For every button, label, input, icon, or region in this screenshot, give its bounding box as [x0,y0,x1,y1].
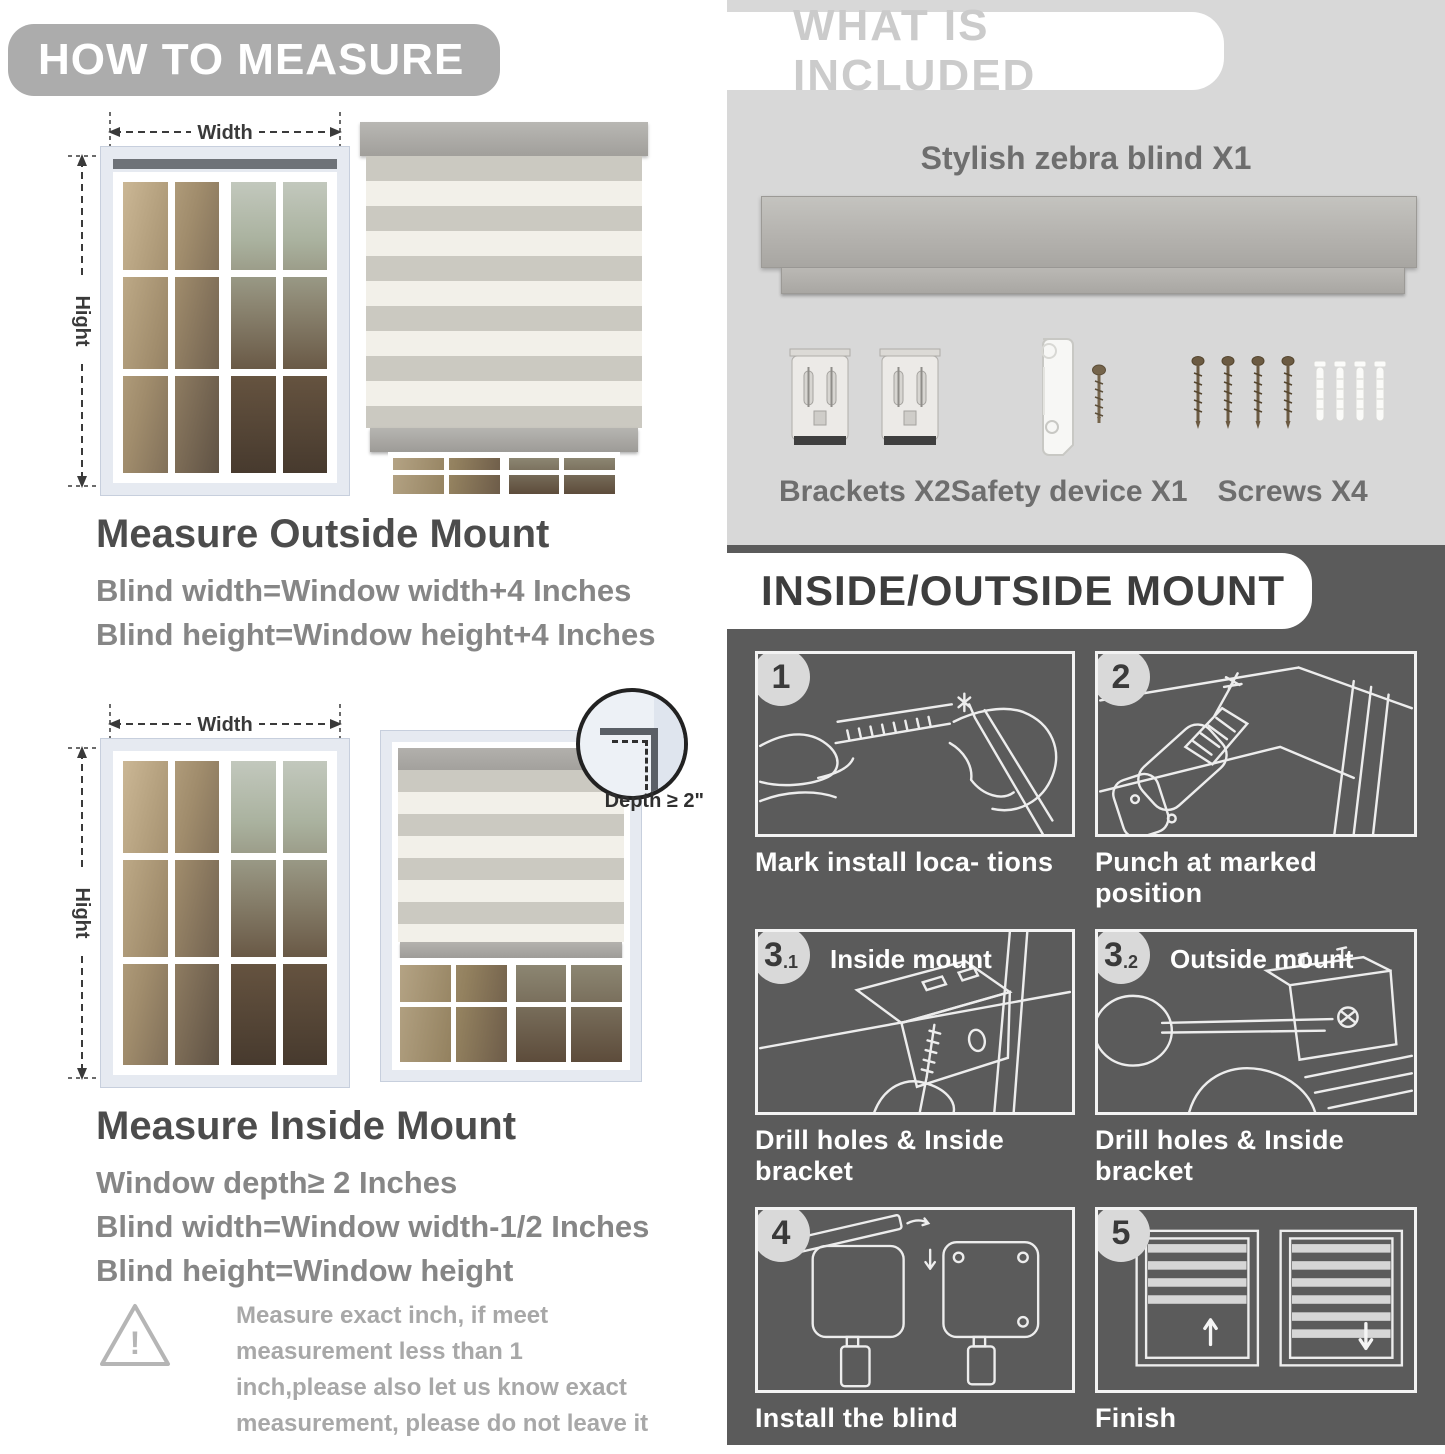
step-panel-title: Outside mount [1170,944,1354,974]
product-label: Stylish zebra blind X1 [920,140,1252,176]
step-5 [1095,1207,1417,1434]
blind-bottom-rail [370,428,638,452]
width-label: Width [197,122,253,144]
safety-device-item [951,330,1188,509]
step-2 [1095,651,1417,909]
safety-device-label: Safety device X1 [950,475,1188,508]
what-is-included-banner [727,1,1224,100]
screw-icon [1091,363,1107,433]
window-casement-left [120,758,222,1068]
inside-outside-mount-section [727,545,1445,1445]
step-3-1 [755,929,1075,1187]
width-dimension-arrow [100,702,350,738]
window-casement-right [228,758,330,1068]
inside-width-formula: Blind width=Window width-1/2 Inches [96,1209,650,1244]
height-label: Hight [71,887,93,939]
step-3-2 [1095,929,1417,1187]
what-is-included-title: WHAT IS INCLUDED [793,1,1037,100]
screw-icon [1192,356,1294,429]
step-caption: Punch at marked position [1095,847,1318,908]
brackets-label: Brackets X2 [779,475,951,508]
screws-label: Screws X4 [1217,475,1368,508]
step-caption: Install the blind [755,1403,959,1433]
outside-mount-figure [62,110,672,502]
outside-mount-text [96,512,655,657]
inside-mount-title: Measure Inside Mount [96,1104,517,1148]
window-casement-right [228,179,330,476]
step-badge: 2 [1095,651,1150,706]
warning-triangle-icon [96,1298,174,1374]
step-badge: 4 [755,1207,810,1262]
step-4 [755,1207,1075,1434]
bracket-icon [872,343,948,453]
step-badge: 5 [1095,1207,1150,1262]
inside-outside-mount-banner [727,553,1312,629]
svg-text:!: ! [129,1325,141,1361]
window-frame [100,738,350,1088]
inside-mount-figure [62,702,704,1094]
wall-anchor-icon [1314,361,1386,421]
blind-bottom-rail [400,942,622,958]
window-frame [100,146,350,496]
screws-item [1188,330,1398,509]
bracket-icon [782,343,858,453]
height-label: Hight [71,295,93,347]
width-dimension-arrow [100,110,350,146]
inside-mount-text [96,1104,649,1293]
zebra-blind-headrail-image [761,196,1417,294]
outside-mount-title: Measure Outside Mount [96,512,550,556]
window-top-track [113,159,337,169]
step-1 [755,651,1075,909]
install-steps-grid [755,651,1417,1454]
how-to-measure-title: HOW TO MEASURE [38,35,465,84]
right-column [727,0,1445,1445]
height-dimension-arrow [62,738,100,1088]
step-panel-title: Inside mount [830,944,992,974]
step-caption: Drill holes & Inside bracket [1095,1125,1345,1186]
blind-stripes [366,156,642,428]
step-badge: 3 .1 [755,929,810,984]
depth-label: Depth ≥ 2" [604,790,704,812]
inside-outside-mount-title: INSIDE/OUTSIDE MOUNT [761,567,1286,614]
depth-magnifier-icon [576,688,688,800]
step-badge: 1 [755,651,810,706]
step-badge: 3 .2 [1095,929,1150,984]
outside-width-formula: Blind width=Window width+4 Inches [96,573,632,608]
what-is-included-section [727,0,1445,545]
outside-height-formula: Blind height=Window height+4 Inches [96,617,656,652]
measure-warning [96,1298,656,1442]
height-dimension-arrow [62,146,100,496]
step-caption: Finish [1095,1403,1177,1433]
included-items [727,330,1445,509]
how-to-measure-banner [8,24,500,96]
blind-headrail [360,122,648,156]
window-casement-left [120,179,222,476]
zebra-blind-inside-illustration [380,730,704,1082]
step-caption: Mark install loca- tions [755,847,1054,877]
screws-and-anchors-icon [1188,343,1398,453]
zebra-blind-outside-illustration [360,122,648,496]
inside-height-formula: Blind height=Window height [96,1253,514,1288]
window-sliver [388,452,620,496]
brackets-item [779,330,951,509]
width-label: Width [197,714,253,736]
safety-device-icon [1031,335,1077,461]
step-caption: Drill holes & Inside bracket [755,1125,1005,1186]
warning-text: Measure exact inch, if meet measurement less than 1 inch,please also let us know exact measurement, please do not leave it [236,1302,649,1437]
inside-depth-rule: Window depth≥ 2 Inches [96,1165,458,1200]
